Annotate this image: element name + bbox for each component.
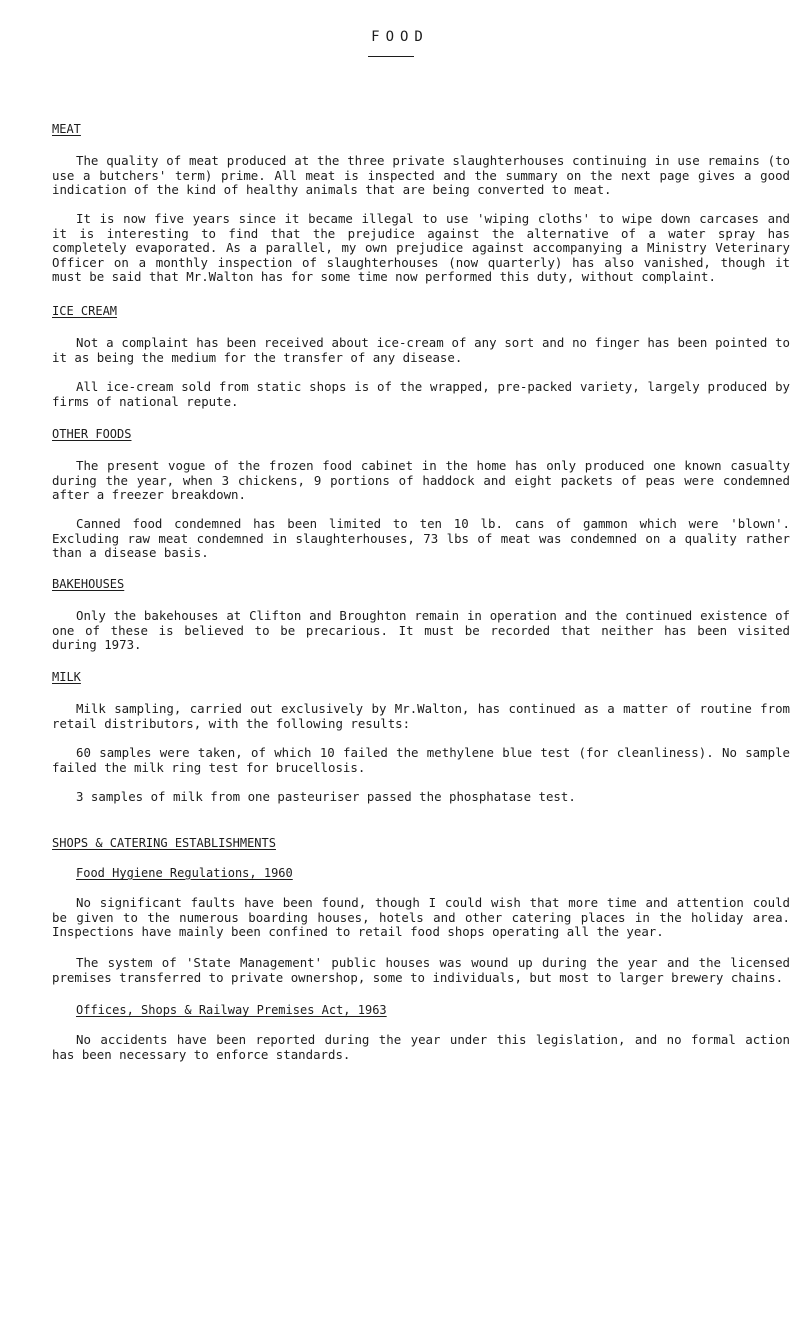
ice-cream-paragraph-1: Not a complaint has been received about ice-cream of any sort and no finger has been pointed to it as being the medium for the transfer of any disease. [52, 335, 790, 365]
title-underline [368, 56, 414, 57]
meat-paragraph-1: The quality of meat produced at the three private slaughterhouses continuing in use remains (to use a butchers' term) prime. All meat is inspected and the summary on the next page gives a good indication of the kind of healthy animals that are being converted to meat. [52, 153, 790, 198]
other-foods-paragraph-1: The present vogue of the frozen food cabinet in the home has only produced one known casualty during the year, when 3 chickens, 9 portions of haddock and eight packets of peas were condemned after a freezer breakdown. [52, 458, 790, 503]
section-heading-bakehouses: BAKEHOUSES [52, 577, 125, 591]
meat-paragraph-2: It is now five years since it became illegal to use 'wiping cloths' to wipe down carcases and it is interesting to find that the prejudice against the alternative of a water spray has completely evaporated. As a parallel, my own prejudice against accompanying a Ministry Veterinary Officer on a monthly inspection of slaughterhouses (now quarterly) has also vanished, though it must be said that Mr.Walton has for some time now performed this duty, without complaint. [52, 211, 790, 285]
other-foods-paragraph-2: Canned food condemned has been limited to ten 10 lb. cans of gammon which were 'blown'. Excluding raw meat condemned in slaughterhouses, 73 lbs of meat was condemned on a quality rather than a disease basis. [52, 516, 790, 561]
section-heading-milk: MILK [52, 670, 81, 684]
subheading-offices-shops-act: Offices, Shops & Railway Premises Act, 1963 [76, 1003, 387, 1017]
milk-paragraph-2: 60 samples were taken, of which 10 failed the methylene blue test (for cleanliness). No sample failed the milk ring test for brucellosis. [52, 745, 790, 775]
section-heading-other-foods: OTHER FOODS [52, 427, 132, 441]
section-heading-ice-cream: ICE CREAM [52, 304, 118, 318]
subheading-food-hygiene-regulations: Food Hygiene Regulations, 1960 [76, 866, 293, 880]
milk-paragraph-3: 3 samples of milk from one pasteuriser passed the phosphatase test. [76, 789, 576, 804]
section-heading-meat: MEAT [52, 122, 81, 136]
milk-paragraph-1: Milk sampling, carried out exclusively by Mr.Walton, has continued as a matter of routine from retail distributors, with the following results: [52, 701, 790, 731]
shops-paragraph-1: No significant faults have been found, though I could wish that more time and attention could be given to the numerous boarding houses, hotels and other catering places in the holiday area. Inspections have mainly been confined to retail food shops operating all the year. [52, 895, 790, 940]
shops-paragraph-3: No accidents have been reported during the year under this legislation, and no formal action has been necessary to enforce standards. [52, 1032, 790, 1062]
shops-paragraph-2: The system of 'State Management' public houses was wound up during the year and the licensed premises transferred to private ownershop, some to individuals, but most to larger brewery chains. [52, 955, 790, 985]
page-title: FOOD [371, 29, 429, 45]
section-heading-shops-catering: SHOPS & CATERING ESTABLISHMENTS [52, 836, 276, 850]
ice-cream-paragraph-2: All ice-cream sold from static shops is of the wrapped, pre-packed variety, largely produced by firms of national repute. [52, 379, 790, 409]
bakehouses-paragraph-1: Only the bakehouses at Clifton and Broughton remain in operation and the continued existence of one of these is believed to be precarious. It must be recorded that neither has been visited during 1973. [52, 608, 790, 653]
